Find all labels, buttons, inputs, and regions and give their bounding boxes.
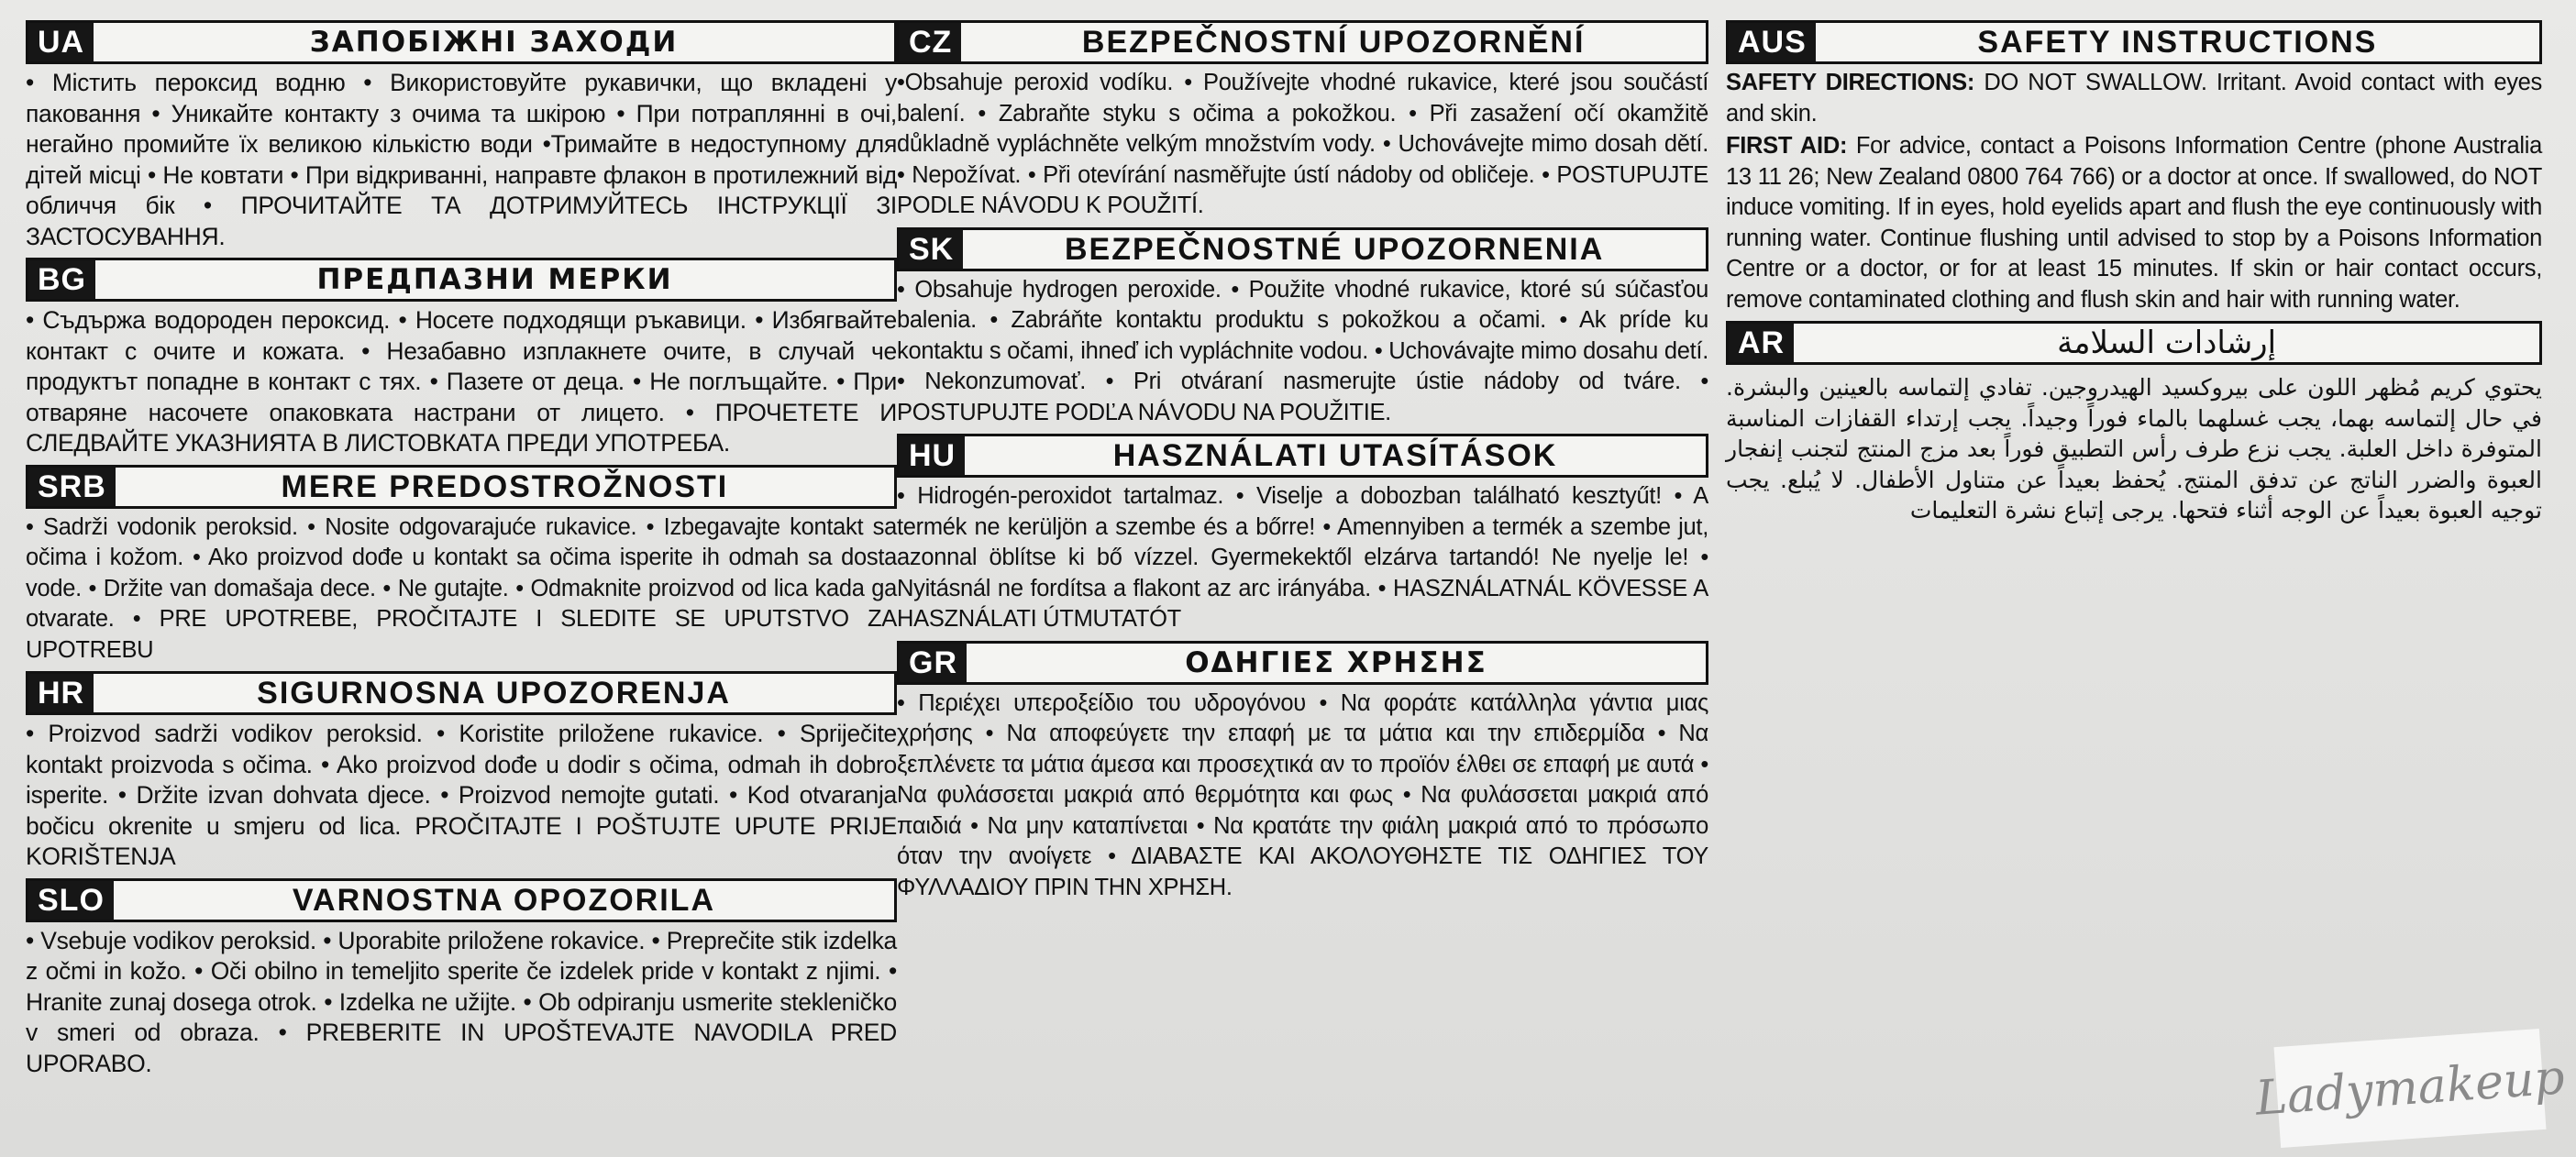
- section-hu: [897, 434, 1708, 635]
- section-title: BEZPEČNOSTNÉ UPOZORNENIA: [1064, 231, 1605, 267]
- section-title: ПРЕДПАЗНИ МЕРКИ: [316, 263, 673, 296]
- language-code: AR: [1729, 324, 1794, 362]
- section-ar: [1726, 321, 2542, 526]
- first-aid-text: For advice, contact a Poisons Information Centre (phone Australia 13 11 26; New Zealand 0800 764 766) or a doctor at once. If swallowed, do NOT induce vomiting. If in eyes, hold eyelids apart and flush the eye continuously with running water. Continue flushing until advised to stop by a Poisons Information Centre or a doctor, or for at least 15 minutes. If skin or hair contact occurs, remove contaminated clothing and flush skin and hair with running water.: [1726, 133, 2542, 313]
- section-hr: [26, 671, 897, 873]
- section-title: BEZPEČNOSTNÍ UPOZORNĚNÍ: [1081, 25, 1586, 60]
- first-aid-label: FIRST AID:: [1726, 133, 1848, 159]
- section-gr: [897, 641, 1708, 904]
- column-right: [1726, 20, 2542, 532]
- safety-directions-text: DO NOT SWALLOW. Irritant. Avoid contact with eyes and skin.: [1726, 70, 2542, 127]
- section-title: VARNOSTNA OPOZORILA: [292, 882, 715, 918]
- first-aid: [1726, 131, 2542, 315]
- section-text: • Съдържа водороден пероксид. • Носете подходящи ръкавици. • Избягвайте контакт с очите и кожата. • Незабавно изплакнете очите, в случай че продуктът попадне в контакт с тях. • Пазете от деца. • Не поглъщайте. • При отваряне насочете опаковката настрани от лицето. • ПРОЧЕТЕТЕ И СЛЕДВАЙТЕ УКАЗНИЯТА В ЛИСТОВКАТА ПРЕДИ УПОТРЕБА.: [26, 306, 897, 457]
- section-text: • Sadrži vodonik peroksid. • Nosite odgovarajuće rukavice. • Izbegavajte kontakt sa očima i kožom. • Ako proizvod dođe u kontakt sa očima isperite ih odmah sa dosta vode. • Držite van domašaja dece. • Ne gutajte. • Odmaknite proizvod od lica kada ga otvarate. • PRE UPOTREBE, PROČITAJTE I SLEDITE SE UPUTSTVO ZA UPOTREBU: [26, 513, 897, 663]
- section-text: • Vsebuje vodikov peroksid. • Uporabite priložene rokavice. • Preprečite stik izdelka z očmi in kožo. • Oči obilno in temeljito sperite če izdelek pride v kontakt z njimi. • Hranite zunaj dosega otrok. • Izdelka ne užijte. • Ob odpiranju usmerite stekleničko v smeri od obraza. • PREBERITE IN UPOŠTEVAJTE NAVODILA PRED UPORABO.: [26, 926, 897, 1077]
- section-header: [1726, 20, 2542, 64]
- language-code: SK: [900, 230, 963, 269]
- section-text: يحتوي كريم مُظهر اللون على بيروكسيد الهيدروجين. تفادي إلتماسه بالعينين والبشرة. في حال إلتماسه بهما، يجب غسلهما بالماء فوراً وجيداً. يجب إرتداء القفازات المناسبة المتوفرة داخل العلبة. يجب نزع طرف رأس التطبيق فوراً بعد مزج المنتج لتجنب إنفجار العبوة والضرر الناتج عن تدفق المنتج. يُحفظ بعيداً عن متناول الأطفال. لا يُبلع. يجب توجيه العبوة بعيداً عن الوجه أثناء فتحها. يرجى إتباع نشرة التعليمات: [1726, 374, 2542, 523]
- section-text: • Περιέχει υπεροξείδιο του υδρογόνου • Να φοράτε κατάλληλα γάντια μιας χρήσης • Να αποφεύγετε την επαφή με τα μάτια και την επιδερμίδα • Να ξεπλένετε τα μάτια άμεσα και προσεχτικά αν το προϊόν έλθει σε επαφή με αυτά • Να φυλάσσεται μακριά από θερμότητα και φως • Να φυλάσσεται μακριά από παιδιά • Να μην καταπίνεται • Να κρατάτε την φιάλη μακριά από το πρόσωπο όταν την ανοίγετε • ΔΙΑΒΑΣΤΕ ΚΑΙ ΑΚΟΛΟΥΘΗΣΤΕ ΤΙΣ ΟΔΗΓΙΕΣ ΤΟΥ ΦΥΛΛΑΔΙΟΥ ΠΡΙΝ ΤΗΝ ΧΡΗΣΗ.: [897, 689, 1708, 900]
- language-code: SLO: [28, 881, 114, 920]
- language-code: GR: [900, 644, 967, 682]
- language-code: UA: [28, 23, 94, 61]
- section-header: [897, 227, 1708, 271]
- section-text: • Obsahuje hydrogen peroxide. • Použite vhodné rukavice, ktoré sú súčasťou balenia. • Zabráňte kontaktu produktu s pokožkou a očami. • Ak príde ku kontaktu s očami, ihneď ich vypláchnite vodou. • Uchovávajte mimo dosahu detí. • Nekonzumovať. • Pri otváraní nasmerujte ústie nádoby od tváre. • POSTUPUJTE PODĽA NÁVODU NA POUŽITIE.: [897, 276, 1708, 425]
- language-code: SRB: [28, 468, 116, 506]
- section-header: [26, 465, 897, 509]
- column-middle: [897, 20, 1708, 909]
- section-header: [897, 641, 1708, 685]
- section-header: [897, 20, 1708, 64]
- language-code: AUS: [1729, 23, 1816, 61]
- watermark-logo: Ladymakeup: [2274, 1029, 2547, 1148]
- section-sk: [897, 227, 1708, 429]
- column-left: [26, 20, 897, 1085]
- safety-directions: [1726, 68, 2542, 129]
- language-code: CZ: [900, 23, 961, 61]
- section-title: ЗАПОБІЖНІ ЗАХОДИ: [309, 26, 679, 59]
- section-text: • Proizvod sadrži vodikov peroksid. • Koristite priložene rukavice. • Spriječite kontakt proizvoda s očima. • Ako proizvod dođe u dodir s očima, odmah ih dobro isperite. • Držite izvan dohvata djece. • Proizvod nemojte gutati. • Kod otvaranja bočicu okrenite u smjeru od lica. PROČITAJTE I POŠTUJTE UPUTE PRIJE KORIŠTENJA: [26, 720, 897, 870]
- section-aus: [1726, 20, 2542, 315]
- section-header: [897, 434, 1708, 478]
- section-srb: [26, 465, 897, 667]
- section-header: [26, 20, 897, 64]
- section-cz: [897, 20, 1708, 222]
- section-ua: [26, 20, 897, 252]
- section-header: [1726, 321, 2542, 365]
- section-title: HASZNÁLATI UTASÍTÁSOK: [1112, 438, 1558, 473]
- section-bg: [26, 258, 897, 459]
- section-text: • Містить пероксид водню • Використовуйте рукавички, що вкладені у паковання • Уникайте контакту з очима та шкірою • При потраплянні в очі, негайно промийте їх великою кількістю води •Тримайте в недоступному для дітей місці • Не ковтати • При відкриванні, направте флакон в протилежний від обличчя бік • ПРОЧИТАЙТЕ ТА ДОТРИМУЙТЕСЬ ІНСТРУКЦІЇ ЗІ ЗАСТОСУВАННЯ.: [26, 69, 897, 250]
- safety-directions-label: SAFETY DIRECTIONS:: [1726, 70, 1975, 95]
- section-header: [26, 258, 897, 302]
- language-code: BG: [28, 260, 95, 299]
- language-code: HU: [900, 436, 965, 475]
- language-code: HR: [28, 674, 94, 712]
- section-title: SAFETY INSTRUCTIONS: [1977, 25, 2378, 60]
- section-title: SIGURNOSNA UPOZORENJA: [257, 676, 731, 711]
- section-text: • Hidrogén-peroxidot tartalmaz. • Viselje a dobozban található kesztyűt! • A termék ne kerüljön a szembe és a bőrre! • Amennyiben a termék a szembe jut, azonnal öblítse ki bő vízzel. Gyermekektől elzárva tartandó! Ne nyelje le! • Nyitásnál ne fordítsa a flakont az arc irányába. • HASZNÁLATNÁL KÖVESSE A HASZNÁLATI ÚTMUTATÓT: [897, 483, 1708, 632]
- section-slo: [26, 878, 897, 1080]
- section-text: •Obsahuje peroxid vodíku. • Používejte vhodné rukavice, které jsou součástí balení. • Zabraňte styku s očima a pokožkou. • Při zasažení očí okamžitě důkladně vypláchněte velkým množstvím vody. • Uchovávejte mimo dosah dětí. • Nepožívat. • Při otevírání nasměřujte ústí nádoby od obličeje. • POSTUPUJTE PODLE NÁVODU K POUŽITÍ.: [897, 70, 1708, 218]
- section-title: MERE PREDOSTROŽNOSTI: [281, 468, 729, 504]
- section-header: [26, 671, 897, 715]
- section-title: ΟΔΗΓΙΕΣ ΧΡΗΣΗΣ: [1185, 645, 1487, 679]
- section-text: [1726, 64, 2542, 315]
- section-title: إرشادات السلامة: [2057, 325, 2277, 361]
- section-header: [26, 878, 897, 922]
